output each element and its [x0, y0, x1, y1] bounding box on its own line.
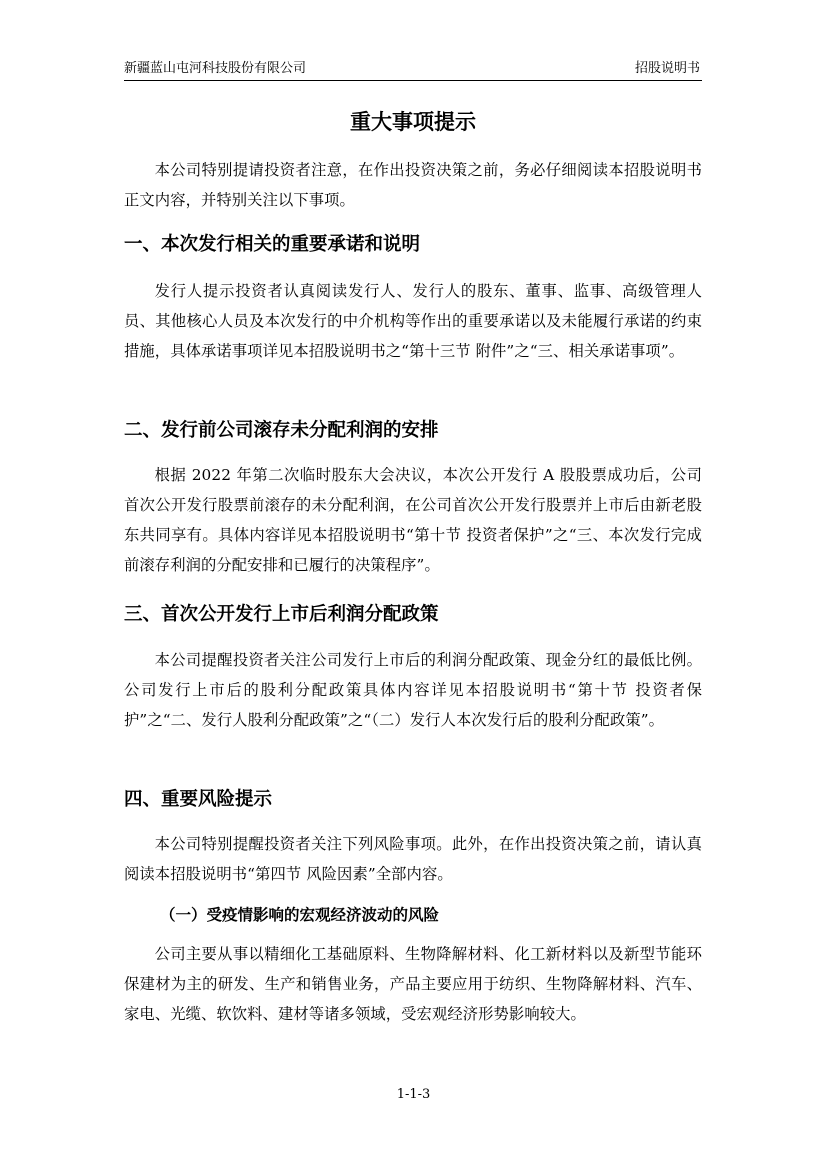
section-1-body: 发行人提示投资者认真阅读发行人、发行人的股东、董事、监事、高级管理人员、其他核心人员及本次发行的中介机构等作出的重要承诺以及未能履行承诺的约束措施，具体承诺事项详见本招股说明书之“第十三节 附件”之“三、相关承诺事项”。	[124, 282, 702, 360]
subsection-body: 公司主要从事以精细化工基础原料、生物降解材料、化工新材料以及新型节能环保建材为主的研发、生产和销售业务，产品主要应用于纺织、生物降解材料、汽车、家电、光缆、软饮料、建材等诸多领域，受宏观经济形势影响较大。	[124, 945, 702, 1023]
section-1-heading: 一、本次发行相关的重要承诺和说明	[124, 234, 421, 255]
header-document-type: 招股说明书	[634, 61, 700, 76]
page-title: 重大事项提示	[350, 110, 476, 134]
header-company-name: 新疆蓝山屯河科技股份有限公司	[124, 61, 307, 76]
section-2-body: 根据 2022 年第二次临时股东大会决议，本次公开发行 A 股股票成功后，公司首次公开发行股票前滚存的未分配利润，在公司首次公开发行股票并上市后由新老股东共同享有。具体内容详见本招股说明书“第十节 投资者保护”之“三、本次发行完成前滚存利润的分配安排和已履行的决策程序”。	[124, 466, 702, 574]
section-4-body: 本公司特别提醒投资者关注下列风险事项。此外，在作出投资决策之前，请认真阅读本招股说明书“第四节 风险因素”全部内容。	[124, 835, 702, 883]
subsection-heading: （一）受疫情影响的宏观经济波动的风险	[160, 906, 440, 924]
section-2-heading: 二、发行前公司滚存未分配利润的安排	[124, 420, 439, 441]
section-3-body: 本公司提醒投资者关注公司发行上市后的利润分配政策、现金分红的最低比例。公司发行上市后的股利分配政策具体内容详见本招股说明书“第十节 投资者保护”之“二、发行人股利分配政策”之“（二）发行人本次发行后的股利分配政策”。	[124, 651, 702, 729]
section-3-heading: 三、首次公开发行上市后利润分配政策	[124, 604, 439, 625]
page-header	[124, 60, 702, 81]
intro-paragraph: 本公司特别提请投资者注意，在作出投资决策之前，务必仔细阅读本招股说明书正文内容，并特别关注以下事项。	[124, 161, 702, 209]
section-4-heading: 四、重要风险提示	[124, 789, 273, 810]
page-number: 1-1-3	[396, 1087, 431, 1102]
